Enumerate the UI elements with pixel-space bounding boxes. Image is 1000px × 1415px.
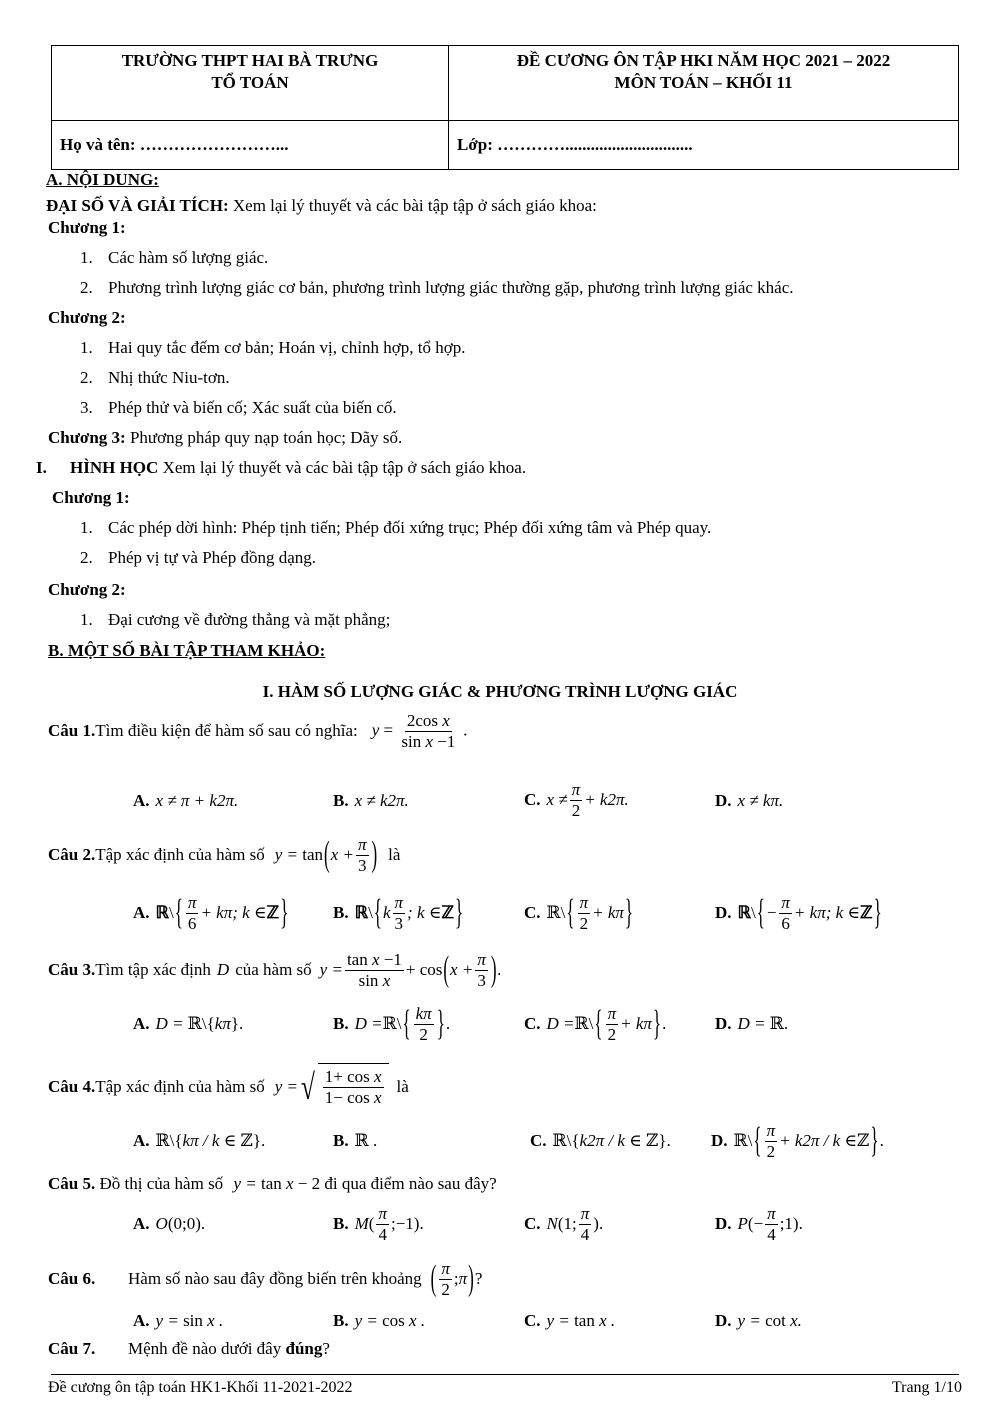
q1-option-b[interactable]: B. x ≠ k2π. — [333, 791, 409, 810]
title-cell — [449, 46, 959, 121]
footer-left: Đề cương ôn tập toán HK1-Khối 11-2021-2022 — [48, 1379, 353, 1396]
chapter-2-heading: Chương 2: — [48, 308, 126, 327]
item-text: Hai quy tắc đếm cơ bản; Hoán vị, chỉnh hợp, tổ hợp. — [108, 338, 466, 357]
q5-option-b[interactable]: B. M ( $\frac{\pi}{4}$ ;−1). — [333, 1203, 424, 1244]
geometry-heading: HÌNH HỌC — [70, 458, 159, 477]
option-label: B. — [333, 1214, 349, 1233]
option-label: D. — [715, 903, 732, 922]
item-text: Các hàm số lượng giác. — [108, 248, 269, 267]
q4-option-d[interactable]: D. ℝ\ { $\frac{\pi}{2}$ + k2π / k ∈ ℤ } . — [711, 1120, 884, 1161]
option-label: A. — [133, 1311, 150, 1330]
algebra-text: Xem lại lý thuyết và các bài tập tập ở sách giáo khoa: — [228, 196, 597, 215]
option-label: C. — [524, 1311, 541, 1330]
q4-option-a[interactable]: A. ℝ\{kπ / k ∈ ℤ}. — [133, 1131, 266, 1150]
option-label: B. — [333, 1131, 349, 1150]
section-b-title: B. MỘT SỐ BÀI TẬP THAM KHẢO: — [48, 641, 326, 660]
q4-option-b[interactable]: B. ℝ . — [333, 1131, 378, 1150]
question-label: Câu 2. — [48, 845, 96, 864]
question-6: Câu 6. Hàm số nào sau đây đồng biến trên khoảng ( $\frac{\pi}{2}$ ; π ) ? — [48, 1258, 483, 1299]
question-text-2: đi qua điểm nào sau đây? — [320, 1174, 497, 1193]
question-text: Tập xác định của hàm số — [95, 845, 265, 864]
section-a-title: A. NỘI DUNG: — [46, 170, 159, 189]
algebra-heading: ĐẠI SỐ VÀ GIẢI TÍCH: — [46, 196, 229, 215]
item-text: Phép thử và biến cố; Xác suất của biến cố. — [108, 398, 397, 417]
q2-option-b[interactable]: B. ℝ \ { k $\frac{\pi}{3}$ ; k ∈ ℤ } — [333, 892, 464, 933]
question-1 — [48, 708, 468, 754]
page-number: Trang 1/10 — [891, 1379, 962, 1396]
option-label: A. — [133, 791, 150, 810]
option-label: B. — [333, 903, 349, 922]
q1-option-c[interactable]: C. x ≠ $\frac{\pi}{2}$ + k2π. — [524, 779, 629, 820]
question-label: Câu 1. — [48, 721, 96, 740]
option-label: C. — [524, 1214, 541, 1233]
question-label: Câu 7. — [48, 1339, 96, 1358]
item-text: Phép vị tự và Phép đồng dạng. — [108, 548, 317, 567]
question-tail: là — [388, 845, 401, 864]
option-label: A. — [133, 1014, 150, 1033]
option-label: C. — [524, 790, 541, 809]
q1-option-a[interactable]: A. x ≠ π + k2π. — [133, 791, 239, 810]
footer-divider — [51, 1374, 959, 1375]
option-label: D. — [715, 791, 732, 810]
question-text: Hàm số nào sau đây đồng biến trên khoảng — [128, 1269, 422, 1288]
option-label: B. — [333, 1014, 349, 1033]
item-text: Phương trình lượng giác cơ bản, phương trình lượng giác thường gặp, phương trình lượng giác khác. — [108, 278, 794, 297]
question-text: Đồ thị của hàm số — [95, 1174, 224, 1193]
question-emphasis: đúng — [285, 1339, 323, 1358]
part-1-title: I. HÀM SỐ LƯỢNG GIÁC & PHƯƠNG TRÌNH LƯỢNG GIÁC — [262, 682, 738, 701]
name-field: Họ và tên: ……………………... — [52, 121, 449, 170]
question-4 — [48, 1060, 409, 1114]
geometry-text: Xem lại lý thuyết và các bài tập tập ở sách giáo khoa. — [158, 458, 527, 477]
option-label: C. — [524, 903, 541, 922]
chapter-2-item: 3. Phép thử và biến cố; Xác suất của biến cố. — [80, 398, 397, 417]
chapter-2-item: 2. Nhị thức Niu-tơn. — [80, 368, 230, 387]
chapter-3-heading: Chương 3: — [48, 428, 126, 447]
class-field: Lớp: ………….............................. — [449, 121, 959, 170]
chapter-1-heading: Chương 1: — [48, 218, 126, 237]
question-2 — [48, 830, 400, 880]
question-text-2: của hàm số — [235, 960, 312, 979]
geo-chapter-1-heading: Chương 1: — [52, 488, 130, 507]
question-end: ? — [322, 1339, 330, 1358]
chapter-1-item: 1. Các hàm số lượng giác. — [80, 248, 269, 267]
school-cell — [52, 46, 449, 121]
q2-option-c[interactable]: C. ℝ\ { $\frac{\pi}{2}$ + kπ } — [524, 892, 634, 933]
chapter-3-text: Phương pháp quy nạp toán học; Dãy số. — [125, 428, 403, 447]
option-label: D. — [711, 1131, 728, 1150]
q6-option-a[interactable]: A. y = sin x . — [133, 1311, 224, 1330]
geo-chapter-1-item: 2. Phép vị tự và Phép đồng dạng. — [80, 548, 317, 567]
formula: y = tan x − 2 — [233, 1174, 321, 1193]
option-label: C. — [524, 1014, 541, 1033]
document-subject: MÔN TOÁN – KHỐI 11 — [614, 73, 793, 92]
formula: y = $\frac{\text{2cos x}}{\text{sin x −1}}$ . — [371, 710, 468, 751]
q6-option-b[interactable]: B. y = cos x . — [333, 1311, 426, 1330]
option-label: D. — [715, 1214, 732, 1233]
question-3: Câu 3. Tìm tập xác định D của hàm số y = $\frac{\text{tan x −1}}{\text{sin x}}$ + cos ( x + $\frac{\pi}{3}$ ) . — [48, 949, 502, 990]
option-label: B. — [333, 791, 349, 810]
question-text: Tìm tập xác định — [95, 960, 211, 979]
question-text: Tập xác định của hàm số — [95, 1077, 265, 1096]
question-5 — [48, 1174, 497, 1194]
q3-option-b[interactable]: B. D = ℝ\ { $\frac{k\pi}{2}$ } . — [333, 1003, 451, 1044]
question-label: Câu 4. — [48, 1077, 96, 1096]
q3-option-d[interactable]: D. D = ℝ. — [715, 1014, 789, 1033]
option-label: A. — [133, 903, 150, 922]
option-label: C. — [530, 1131, 547, 1150]
question-label: Câu 3. — [48, 960, 96, 979]
question-text: Mệnh đề nào dưới đây — [128, 1339, 286, 1358]
q6-option-c[interactable]: C. y = tan x . — [524, 1311, 616, 1330]
q3-option-a[interactable]: A. D = ℝ\{kπ}. — [133, 1014, 244, 1033]
q1-option-d[interactable]: D. x ≠ kπ. — [715, 791, 784, 810]
option-label: D. — [715, 1311, 732, 1330]
q6-option-d[interactable]: D. y = cot x. — [715, 1311, 802, 1330]
q5-option-a[interactable]: A. O(0;0). — [133, 1214, 206, 1233]
option-label: A. — [133, 1131, 150, 1150]
option-label: D. — [715, 1014, 732, 1033]
q2-option-a[interactable]: A. ℝ \ { $\frac{\pi}{6}$ + kπ; k ∈ ℤ } — [133, 892, 289, 933]
geometry-number: I. — [36, 458, 47, 477]
question-text: Tìm điều kiện để hàm số sau có nghĩa: — [95, 721, 358, 740]
q3-option-c[interactable]: C. D = ℝ\ { $\frac{\pi}{2}$ + kπ } . — [524, 1003, 667, 1044]
option-label: B. — [333, 1311, 349, 1330]
question-tail: là — [396, 1077, 409, 1096]
geo-chapter-2-heading: Chương 2: — [48, 580, 126, 599]
formula: ( $\frac{\pi}{2}$ ; π ) — [430, 1258, 474, 1299]
geometry-line — [36, 458, 526, 478]
q5-option-c[interactable]: C. N (1; $\frac{\pi}{4}$ ). — [524, 1203, 604, 1244]
formula: y = $\frac{\text{tan x −1}}{\text{sin x}}$ + cos ( x + $\frac{\pi}{3}$ ) . — [319, 949, 502, 990]
item-text: Nhị thức Niu-tơn. — [108, 368, 230, 387]
chapter-2-item: 1. Hai quy tắc đếm cơ bản; Hoán vị, chỉnh hợp, tổ hợp. — [80, 338, 466, 357]
chapter-3-line — [48, 428, 402, 448]
formula: y = tan ( x + $\frac{\pi}{3}$ ) — [274, 834, 378, 875]
algebra-line — [46, 196, 597, 216]
option-label: A. — [133, 1214, 150, 1233]
document-title: ĐỀ CƯƠNG ÔN TẬP HKI NĂM HỌC 2021 – 2022 — [516, 51, 891, 70]
department-name: TỔ TOÁN — [211, 73, 289, 92]
q5-option-d[interactable]: D. P (− $\frac{\pi}{4}$ ;1). — [715, 1203, 803, 1244]
geo-chapter-1-item: 1. Các phép dời hình: Phép tịnh tiến; Phép đối xứng trục; Phép đối xứng tâm và Phép quay. — [80, 518, 712, 537]
geo-chapter-2-item: 1. Đại cương về đường thẳng và mặt phẳng; — [80, 610, 391, 629]
q4-option-c[interactable]: C. ℝ\{k2π / k ∈ ℤ}. — [530, 1131, 671, 1150]
q2-option-d[interactable]: D. ℝ \ { − $\frac{\pi}{6}$ + kπ; k ∈ ℤ } — [715, 892, 882, 933]
item-text: Các phép dời hình: Phép tịnh tiến; Phép đối xứng trục; Phép đối xứng tâm và Phép quay. — [108, 518, 712, 537]
question-label: Câu 5. — [48, 1174, 96, 1193]
school-name: TRƯỜNG THPT HAI BÀ TRƯNG — [121, 51, 379, 70]
question-7 — [48, 1339, 330, 1359]
item-text: Đại cương về đường thẳng và mặt phẳng; — [108, 610, 391, 629]
chapter-1-item: 2. Phương trình lượng giác cơ bản, phương trình lượng giác thường gặp, phương trình lượng giác khác. — [80, 278, 794, 297]
question-label: Câu 6. — [48, 1269, 96, 1288]
header-table — [51, 45, 959, 170]
formula: y = √ $\frac{\text{1+ cos x}}{\text{1− cos x}}$ — [275, 1063, 389, 1111]
